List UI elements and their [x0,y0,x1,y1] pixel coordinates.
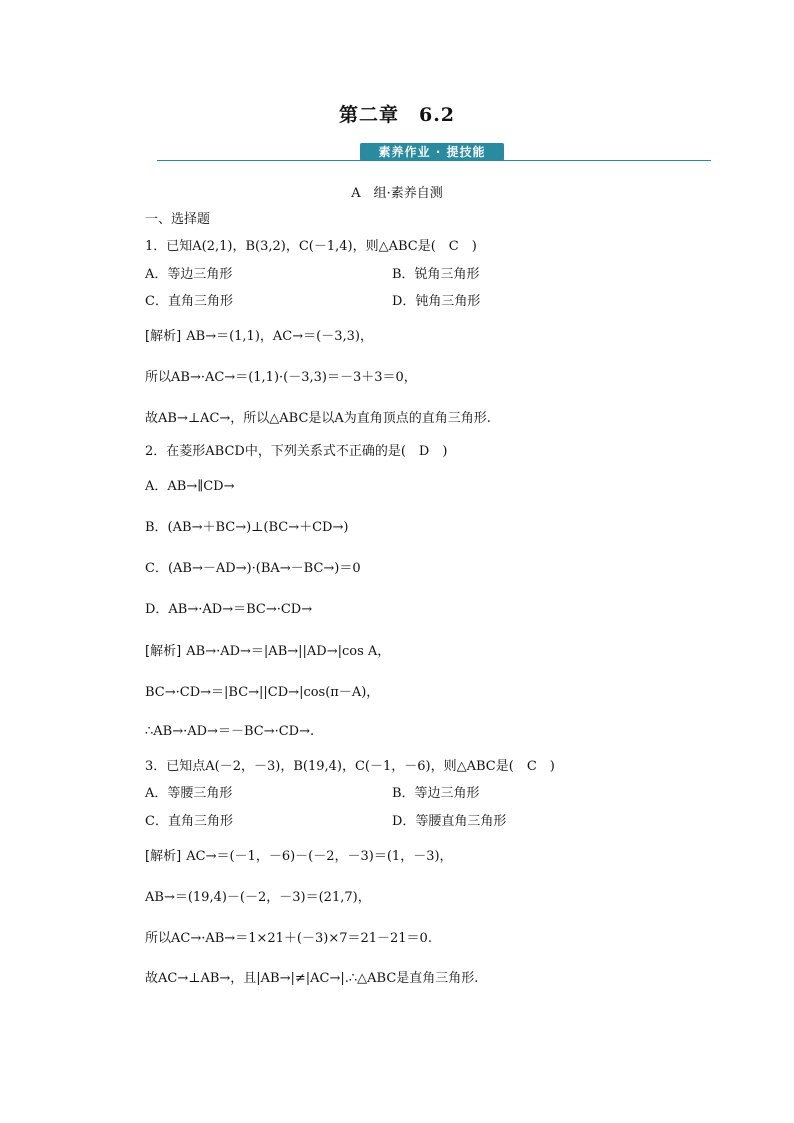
q3-analysis-line-2: AB→＝(19,4)－(－2，－3)＝(21,7)， [145,890,371,905]
q1-option-b: B．锐角三角形 [392,267,480,282]
q3-option-c: C．直角三角形 [145,814,233,829]
analysis-tag: [解析] [145,329,182,344]
q2-stem: 2．在菱形ABCD中，下列关系式不正确的是( D ) [145,444,448,459]
section-banner: 素养作业 · 提技能 [360,143,504,161]
q1-option-c: C．直角三角形 [145,294,233,309]
q1-analysis-line-3: 故AB→⊥AC→，所以△ABC是以A为直角顶点的直角三角形. [145,411,491,426]
analysis-tag: [解析] [145,644,182,659]
q3-option-b: B．等边三角形 [392,786,480,801]
q2-analysis-text-1: AB→·AD→＝|AB→||AD→|cos A， [186,644,391,659]
analysis-tag: [解析] [145,849,182,864]
q1-analysis-line-1 [145,325,373,344]
page-title: 第二章 6.2 [338,104,456,126]
q1-option-d: D．钝角三角形 [392,294,481,309]
section-label: 一、选择题 [145,212,211,227]
q1-stem: 1．已知A(2,1)，B(3,2)，C(－1,4)，则△ABC是( C ) [145,239,477,254]
q1-option-a: A．等边三角形 [145,267,233,282]
q1-analysis-line-2: 所以AB→·AC→＝(1,1)·(－3,3)＝－3＋3＝0， [145,370,417,385]
q2-analysis-line-1 [145,640,390,659]
q3-analysis-text-1: AC→＝(－1，－6)－(－2，－3)＝(1，－3)， [186,849,453,864]
q3-stem: 3．已知点A(－2，－3)，B(19,4)，C(－1，－6)，则△ABC是( C ) [145,759,555,774]
q2-analysis-line-2: BC→·CD→＝|BC→||CD→|cos(π－A)， [145,685,380,700]
q2-option-c: C．(AB→－AD→)·(BA→－BC→)＝0 [145,561,361,576]
q2-analysis-line-3: ∴AB→·AD→＝－BC→·CD→. [145,724,315,739]
q2-option-a: A．AB→∥CD→ [145,479,235,494]
q1-analysis-text-1: AB→＝(1,1)，AC→＝(－3,3)， [186,329,373,344]
q3-option-d: D．等腰直角三角形 [392,814,507,829]
q2-option-b: B．(AB→＋BC→)⊥(BC→＋CD→) [145,520,349,535]
group-heading: A 组·素养自测 [351,186,443,201]
q2-option-d: D．AB→·AD→＝BC→·CD→ [145,602,313,617]
q3-analysis-line-1 [145,845,453,864]
q3-analysis-line-3: 所以AC→·AB→＝1×21＋(－3)×7＝21－21＝0. [145,931,432,946]
q3-analysis-line-4: 故AC→⊥AB→，且|AB→|≠|AC→|.∴△ABC是直角三角形. [145,971,479,986]
q3-option-a: A．等腰三角形 [145,786,233,801]
